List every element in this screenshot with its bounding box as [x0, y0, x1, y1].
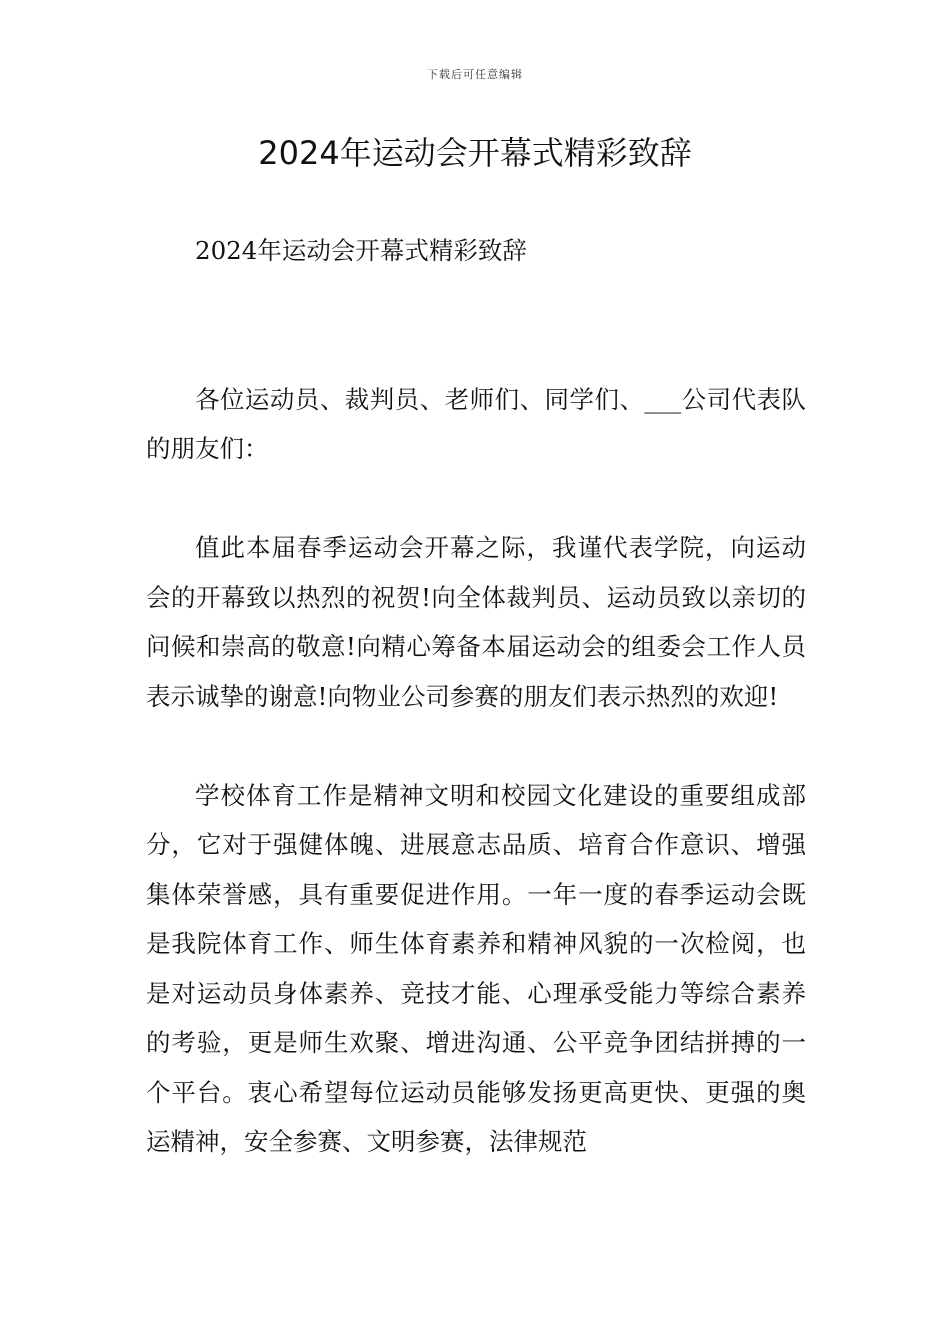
document-title: 2024年运动会开幕式精彩致辞	[258, 134, 692, 172]
greeting-paragraph: 各位运动员、裁判员、老师们、同学们、___公司代表队的朋友们：	[146, 384, 806, 463]
body-paragraph: 值此本届春季运动会开幕之际，我谨代表学院，向运动会的开幕致以热烈的祝贺!向全体裁判员、运动员致以亲切的问候和崇高的敬意!向精心筹备本届运动会的组委会工作人员表示诚挚的谢意!向物业公司参赛的朋友们表示热烈的欢迎!	[146, 533, 806, 711]
document-subtitle: 2024年运动会开幕式精彩致辞	[195, 236, 527, 265]
document-body	[146, 226, 806, 1167]
paragraph-spacer	[146, 474, 806, 524]
body-paragraph: 学校体育工作是精神文明和校园文化建设的重要组成部分，它对于强健体魄、进展意志品质、培育合作意识、增强集体荣誉感，具有重要促进作用。一年一度的春季运动会既是我院体育工作、师生体育素养和精神风貌的一次检阅，也是对运动员身体素养、竞技才能、心理承受能力等综合素养的考验，更是师生欢聚、增进沟通、公平竞争团结拼搏的一个平台。衷心希望每位运动员能够发扬更高更快、更强的奥运精神，安全参赛、文明参赛，法律规范	[146, 780, 806, 1156]
paragraph-spacer	[146, 721, 806, 771]
header-note: 下载后可任意编辑	[427, 68, 523, 81]
paragraph-spacer	[146, 276, 806, 375]
